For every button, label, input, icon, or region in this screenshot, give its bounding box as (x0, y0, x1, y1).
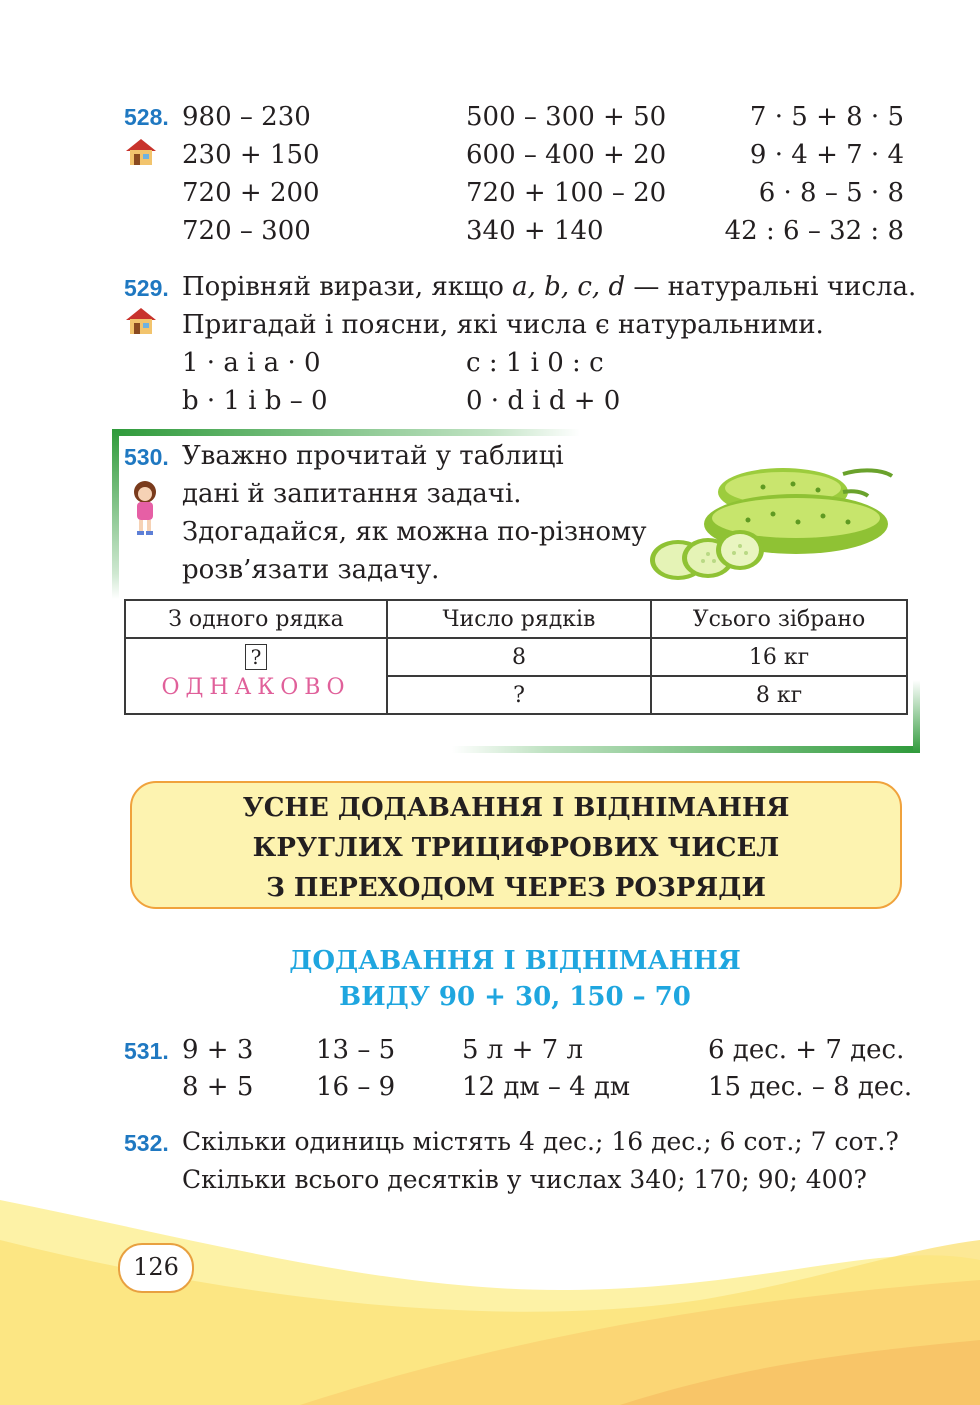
ex529-expr-4: 0 · d і d + 0 (466, 386, 621, 416)
ex529-line2: Пригадай і поясни, які числа є натуральними. (182, 310, 824, 340)
expression: 7 · 5 + 8 · 5 (749, 102, 904, 132)
ex530-line: дані й запитання задачі. (182, 479, 522, 509)
home-icon (124, 306, 158, 336)
expression: 42 : 6 – 32 : 8 (724, 216, 904, 246)
home-icon (124, 137, 158, 167)
table-cell-per-row (125, 638, 387, 714)
ex531-r2c4: 15 дес. – 8 дес. (708, 1072, 913, 1102)
ex531-r1c3: 5 л + 7 л (462, 1035, 583, 1065)
banner-line: З ПЕРЕХОДОМ ЧЕРЕЗ РОЗРЯДИ (266, 873, 766, 903)
ex531-r1c2: 13 – 5 (316, 1035, 396, 1065)
green-frame-bottom (452, 746, 920, 753)
ex532-line-1: Скільки одиниць містять 4 дес.; 16 дес.; 6 сот.; 7 сот.? (182, 1127, 899, 1156)
ex529-expr-2: c : 1 і 0 : c (466, 348, 604, 378)
green-frame-left (112, 429, 119, 599)
ex530-line: розв’язати задачу. (182, 555, 440, 585)
expression: 720 + 100 – 20 (466, 178, 667, 208)
ex528-col3 (725, 98, 904, 250)
ex531-r2c3: 12 дм – 4 дм (462, 1072, 631, 1102)
ex532-line-2: Скільки всього десятків у числах 340; 170; 90; 400? (182, 1165, 867, 1194)
green-frame-right (913, 680, 920, 753)
topic-banner (130, 781, 902, 909)
ex531-r2c2: 16 – 9 (316, 1072, 396, 1102)
subheading-line-2: ВИДУ 90 + 30, 150 – 70 (339, 982, 691, 1012)
banner-line: УСНЕ ДОДАВАННЯ І ВІДНІМАННЯ (242, 793, 790, 823)
table-header: З одного рядка (125, 600, 387, 638)
ex531-r2c1: 8 + 5 (182, 1072, 254, 1102)
expression: 9 · 4 + 7 · 4 (749, 140, 904, 170)
table-row (125, 638, 907, 676)
subheading-line-1: ДОДАВАННЯ І ВІДНІМАННЯ (289, 946, 741, 976)
ex529-variables: a, b, c, d (512, 272, 626, 302)
expression: 230 + 150 (182, 140, 320, 170)
table-cell: 8 кг (651, 676, 907, 714)
girl-character-icon (128, 478, 162, 538)
ex529-expr-1: 1 · a і a · 0 (182, 348, 321, 378)
ex528-col2 (466, 98, 666, 250)
unknown-box: ? (245, 644, 267, 670)
data-table (124, 599, 908, 715)
expression: 980 – 230 (182, 102, 311, 132)
ex528-col1 (182, 98, 320, 250)
cucumber-image (648, 462, 898, 592)
ex529-text: Порівняй вирази, якщо (182, 272, 513, 302)
expression: 500 – 300 + 50 (466, 102, 667, 132)
ex529-line1 (182, 268, 916, 306)
expression: 720 – 300 (182, 216, 311, 246)
exercise-number-530: 530. (124, 444, 169, 470)
expression: 340 + 140 (466, 216, 604, 246)
ex530-line: Здогадайся, як можна по-різному (182, 517, 647, 547)
exercise-number-532: 532. (124, 1130, 169, 1156)
ex531-r1c1: 9 + 3 (182, 1035, 254, 1065)
ex530-line: Уважно прочитай у таблиці (182, 441, 564, 471)
page-number: 126 (118, 1243, 194, 1293)
table-header: Число рядків (387, 600, 651, 638)
expression: 600 – 400 + 20 (466, 140, 667, 170)
expression: 720 + 200 (182, 178, 320, 208)
table-header: Усього зібрано (651, 600, 907, 638)
expression: 6 · 8 – 5 · 8 (758, 178, 904, 208)
exercise-number-529: 529. (124, 275, 169, 301)
ex531-r1c4: 6 дес. + 7 дес. (708, 1035, 905, 1065)
green-frame-top (112, 429, 580, 436)
exercise-number-528: 528. (124, 104, 169, 130)
table-cell: ? (387, 676, 651, 714)
exercise-number-531: 531. (124, 1038, 169, 1064)
table-cell: 16 кг (651, 638, 907, 676)
ex529-expr-3: b · 1 і b – 0 (182, 386, 328, 416)
ex529-text-end: — натуральні числа. (625, 272, 917, 302)
banner-line: КРУГЛИХ ТРИЦИФРОВИХ ЧИСЕЛ (252, 833, 780, 863)
table-cell: 8 (387, 638, 651, 676)
ex530-text (182, 437, 647, 589)
same-label: ОДНАКОВО (161, 675, 351, 700)
table-header-row (125, 600, 907, 638)
